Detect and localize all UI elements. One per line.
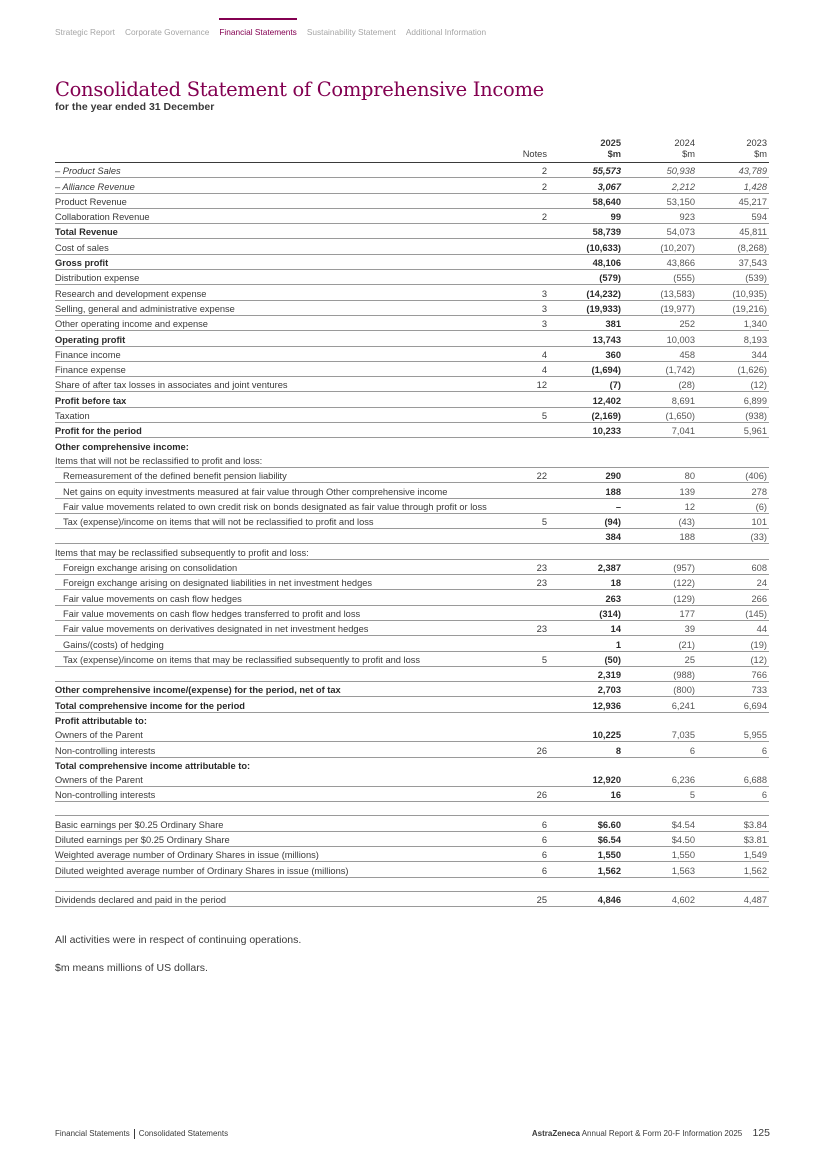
row-label: Owners of the Parent: [55, 772, 517, 787]
table-row: [55, 620, 769, 635]
row-label: Selling, general and administrative expense: [55, 300, 517, 315]
table-row: [55, 697, 769, 712]
section-heading-row: [55, 712, 769, 727]
value-2024: 923: [623, 208, 697, 223]
page-number: 125: [752, 1127, 770, 1139]
value-2023: 5,955: [697, 727, 769, 742]
column-header-2023: 2023 $m: [746, 138, 767, 159]
row-label: Total comprehensive income attributable to:: [55, 760, 251, 771]
value-2023: (19): [697, 636, 769, 651]
table-row: [55, 772, 769, 787]
table-row: [55, 346, 769, 361]
row-note: 26: [517, 742, 549, 757]
value-2024: 6,241: [623, 697, 697, 712]
footer-brand: AstraZeneca: [531, 1129, 580, 1138]
table-row: [55, 315, 769, 330]
table-row: [55, 285, 769, 300]
value-2025: 1,562: [549, 862, 623, 877]
value-2023: (33): [697, 529, 769, 544]
row-label: Fair value movements on derivatives designated in net investment hedges: [55, 620, 517, 635]
value-2023: 6,899: [697, 392, 769, 407]
row-note: 6: [517, 816, 549, 831]
value-2025: 13,743: [549, 331, 623, 346]
value-2024: [623, 877, 697, 891]
row-label: Finance income: [55, 346, 517, 361]
value-2024: (28): [623, 377, 697, 392]
table-row: [55, 483, 769, 498]
row-label: Profit before tax: [55, 392, 517, 407]
value-2023: 45,811: [697, 224, 769, 239]
value-2024: 8,691: [623, 392, 697, 407]
value-2023: 1,428: [697, 178, 769, 193]
row-label: Profit for the period: [55, 423, 517, 438]
table-row: [55, 529, 769, 544]
table-row: [55, 208, 769, 223]
value-2023: 6,688: [697, 772, 769, 787]
value-2023: (406): [697, 467, 769, 482]
row-note: 23: [517, 620, 549, 635]
value-2023: 344: [697, 346, 769, 361]
footer-report-info: [532, 1127, 770, 1139]
value-2023: 8,193: [697, 331, 769, 346]
table-row: [55, 239, 769, 254]
value-2025: (50): [549, 651, 623, 666]
value-2025: [549, 802, 623, 816]
value-2024: (43): [623, 513, 697, 528]
value-2023: 766: [697, 666, 769, 681]
table-row: [55, 513, 769, 528]
value-2023: 594: [697, 208, 769, 223]
value-2023: 1,340: [697, 315, 769, 330]
value-2025: 12,920: [549, 772, 623, 787]
value-2025: 2,387: [549, 559, 623, 574]
row-note: 26: [517, 787, 549, 802]
row-label: Gross profit: [55, 254, 517, 269]
row-note: [517, 877, 549, 891]
value-2025: 360: [549, 346, 623, 361]
value-2024: 12: [623, 498, 697, 513]
row-note: 4: [517, 346, 549, 361]
page-title: Consolidated Statement of Comprehensive Income: [55, 78, 544, 101]
footer-section[interactable]: Financial Statements: [55, 1129, 130, 1139]
row-note: [517, 239, 549, 254]
row-note: 3: [517, 300, 549, 315]
row-note: [517, 605, 549, 620]
value-2024: 6,236: [623, 772, 697, 787]
table-row: [55, 816, 769, 831]
value-2024: 5: [623, 787, 697, 802]
row-note: 5: [517, 651, 549, 666]
value-2024: 7,035: [623, 727, 697, 742]
nav-item-additional-information[interactable]: Additional Information: [405, 27, 487, 37]
value-2025: 12,936: [549, 697, 623, 712]
label-column-header: [55, 137, 517, 163]
value-2024: (800): [623, 682, 697, 697]
row-note: [517, 392, 549, 407]
table-row: [55, 178, 769, 193]
value-2024: 188: [623, 529, 697, 544]
row-label: Remeasurement of the defined benefit pension liability: [55, 467, 517, 482]
column-header-2025: 2025 $m: [600, 138, 621, 159]
row-note: [517, 772, 549, 787]
table-row: [55, 831, 769, 846]
row-label: – Alliance Revenue: [55, 178, 517, 193]
table-row: [55, 891, 769, 906]
row-label: Items that will not be reclassified to profit and loss:: [55, 455, 263, 466]
value-2024: 53,150: [623, 193, 697, 208]
table-row: [55, 224, 769, 239]
table-row: [55, 559, 769, 574]
value-2025: (579): [549, 270, 623, 285]
value-2025: 384: [549, 529, 623, 544]
row-label: Collaboration Revenue: [55, 208, 517, 223]
value-2024: 25: [623, 651, 697, 666]
table-row: [55, 636, 769, 651]
row-label: Non-controlling interests: [55, 787, 517, 802]
row-note: 6: [517, 862, 549, 877]
value-2025: 18: [549, 575, 623, 590]
row-label: – Product Sales: [55, 163, 517, 178]
row-label: Fair value movements related to own credit risk on bonds designated as fair value through profit or loss: [55, 498, 517, 513]
value-2024: (13,583): [623, 285, 697, 300]
table-row: [55, 575, 769, 590]
section-heading-row: [55, 453, 769, 468]
value-2025: 290: [549, 467, 623, 482]
value-2024: 2,212: [623, 178, 697, 193]
table-header-row: [55, 137, 769, 163]
value-2024: $4.50: [623, 831, 697, 846]
row-label: [55, 666, 517, 681]
table-row: [55, 727, 769, 742]
row-note: [517, 727, 549, 742]
continuing-operations-note: All activities were in respect of continuing operations.: [55, 934, 302, 946]
value-2023: (1,626): [697, 361, 769, 376]
value-2024: 10,003: [623, 331, 697, 346]
value-2024: 252: [623, 315, 697, 330]
value-2023: 4,487: [697, 891, 769, 906]
value-2024: 139: [623, 483, 697, 498]
row-label: Profit attributable to:: [55, 715, 147, 726]
value-2023: (12): [697, 651, 769, 666]
row-note: [517, 193, 549, 208]
table-row: [55, 331, 769, 346]
footer-breadcrumb: [55, 1129, 228, 1139]
row-note: [517, 590, 549, 605]
row-note: [517, 270, 549, 285]
row-note: [517, 498, 549, 513]
value-2023: [697, 802, 769, 816]
row-label: Fair value movements on cash flow hedges transferred to profit and loss: [55, 605, 517, 620]
row-note: [517, 802, 549, 816]
value-2023: 1,562: [697, 862, 769, 877]
value-2024: (1,742): [623, 361, 697, 376]
value-2024: (19,977): [623, 300, 697, 315]
value-2025: 55,573: [549, 163, 623, 178]
value-2023: 6: [697, 787, 769, 802]
value-2024: 1,550: [623, 847, 697, 862]
value-2024: (988): [623, 666, 697, 681]
row-note: 3: [517, 285, 549, 300]
table-row: [55, 193, 769, 208]
value-2023: 44: [697, 620, 769, 635]
section-heading-row: [55, 757, 769, 772]
row-label: Taxation: [55, 407, 517, 422]
row-label: Total comprehensive income for the period: [55, 697, 517, 712]
row-label: Gains/(costs) of hedging: [55, 636, 517, 651]
value-2023: 5,961: [697, 423, 769, 438]
value-2024: (555): [623, 270, 697, 285]
row-label: [55, 802, 517, 816]
spacer-row: [55, 877, 769, 891]
value-2024: 7,041: [623, 423, 697, 438]
table-row: [55, 847, 769, 862]
value-2023: 45,217: [697, 193, 769, 208]
value-2025: 10,225: [549, 727, 623, 742]
row-label: Other comprehensive income:: [55, 441, 189, 452]
nav-item-financial-statements[interactable]: Financial Statements: [219, 18, 296, 40]
value-2025: 99: [549, 208, 623, 223]
table-row: [55, 300, 769, 315]
value-2025: 1: [549, 636, 623, 651]
value-2023: (938): [697, 407, 769, 422]
table-row: [55, 682, 769, 697]
value-2025: 10,233: [549, 423, 623, 438]
value-2023: (145): [697, 605, 769, 620]
row-note: 23: [517, 559, 549, 574]
table-row: [55, 862, 769, 877]
row-label: Finance expense: [55, 361, 517, 376]
value-2025: 188: [549, 483, 623, 498]
row-label: Other operating income and expense: [55, 315, 517, 330]
footer-separator: [134, 1129, 135, 1139]
value-2024: $4.54: [623, 816, 697, 831]
value-2024: 54,073: [623, 224, 697, 239]
notes-column-header: Notes: [522, 149, 547, 159]
row-label: Foreign exchange arising on consolidation: [55, 559, 517, 574]
value-2024: 458: [623, 346, 697, 361]
top-navigation: [55, 18, 486, 40]
value-2023: (6): [697, 498, 769, 513]
table-row: [55, 666, 769, 681]
value-2023: $3.84: [697, 816, 769, 831]
table-row: [55, 423, 769, 438]
row-label: [55, 877, 517, 891]
value-2023: 37,543: [697, 254, 769, 269]
value-2024: 4,602: [623, 891, 697, 906]
value-2025: $6.54: [549, 831, 623, 846]
value-2023: 43,789: [697, 163, 769, 178]
value-2025: 4,846: [549, 891, 623, 906]
value-2024: 39: [623, 620, 697, 635]
value-2023: (539): [697, 270, 769, 285]
table-row: [55, 498, 769, 513]
value-2024: (1,650): [623, 407, 697, 422]
row-label: Weighted average number of Ordinary Shares in issue (millions): [55, 847, 517, 862]
row-label: Items that may be reclassified subsequently to profit and loss:: [55, 547, 309, 558]
row-label: Total Revenue: [55, 224, 517, 239]
row-note: 6: [517, 831, 549, 846]
row-label: Share of after tax losses in associates and joint ventures: [55, 377, 517, 392]
table-row: [55, 742, 769, 757]
row-label: Fair value movements on cash flow hedges: [55, 590, 517, 605]
value-2023: $3.81: [697, 831, 769, 846]
row-label: Distribution expense: [55, 270, 517, 285]
page-subtitle: for the year ended 31 December: [55, 101, 215, 113]
row-label: Net gains on equity investments measured at fair value through Other comprehensive income: [55, 483, 517, 498]
row-note: [517, 682, 549, 697]
row-note: [517, 483, 549, 498]
value-2024: (10,207): [623, 239, 697, 254]
value-2024: 1,563: [623, 862, 697, 877]
table-row: [55, 254, 769, 269]
table-row: [55, 392, 769, 407]
value-2025: (14,232): [549, 285, 623, 300]
value-2025: 381: [549, 315, 623, 330]
value-2024: 6: [623, 742, 697, 757]
value-2025: 1,550: [549, 847, 623, 862]
row-label: [55, 529, 517, 544]
value-2023: 101: [697, 513, 769, 528]
row-label: Basic earnings per $0.25 Ordinary Share: [55, 816, 517, 831]
value-2025: (2,169): [549, 407, 623, 422]
value-2025: (10,633): [549, 239, 623, 254]
row-note: 6: [517, 847, 549, 862]
value-2025: [549, 877, 623, 891]
value-2024: (122): [623, 575, 697, 590]
row-note: 25: [517, 891, 549, 906]
table-row: [55, 361, 769, 376]
value-2025: 2,319: [549, 666, 623, 681]
comprehensive-income-table: [55, 137, 769, 907]
value-2023: 1,549: [697, 847, 769, 862]
row-note: 22: [517, 467, 549, 482]
value-2025: 3,067: [549, 178, 623, 193]
row-label: Operating profit: [55, 331, 517, 346]
table-row: [55, 467, 769, 482]
row-note: [517, 666, 549, 681]
row-note: [517, 224, 549, 239]
footer-report-title: Annual Report & Form 20-F Information 2025: [581, 1129, 743, 1138]
nav-item-corporate-governance[interactable]: Corporate Governance: [124, 27, 210, 37]
row-label: Other comprehensive income/(expense) for the period, net of tax: [55, 682, 517, 697]
row-note: [517, 529, 549, 544]
value-2023: 6: [697, 742, 769, 757]
nav-item-strategic-report[interactable]: Strategic Report: [55, 27, 115, 37]
value-2024: (129): [623, 590, 697, 605]
value-2025: 48,106: [549, 254, 623, 269]
row-label: Non-controlling interests: [55, 742, 517, 757]
value-2023: (10,935): [697, 285, 769, 300]
row-label: Tax (expense)/income on items that may be reclassified subsequently to profit and loss: [55, 651, 517, 666]
spacer-row: [55, 802, 769, 816]
value-2025: (7): [549, 377, 623, 392]
row-note: 2: [517, 163, 549, 178]
value-2025: $6.60: [549, 816, 623, 831]
section-heading-row: [55, 544, 769, 559]
row-note: 5: [517, 513, 549, 528]
value-2025: 14: [549, 620, 623, 635]
row-label: Foreign exchange arising on designated liabilities in net investment hedges: [55, 575, 517, 590]
row-note: [517, 423, 549, 438]
value-2025: 263: [549, 590, 623, 605]
row-note: 5: [517, 407, 549, 422]
row-note: 3: [517, 315, 549, 330]
units-note: $m means millions of US dollars.: [55, 962, 208, 974]
table-row: [55, 163, 769, 178]
row-note: 2: [517, 178, 549, 193]
footer-subsection[interactable]: Consolidated Statements: [138, 1129, 229, 1139]
section-heading-row: [55, 438, 769, 453]
value-2023: (8,268): [697, 239, 769, 254]
table-row: [55, 590, 769, 605]
table-row: [55, 270, 769, 285]
row-note: [517, 697, 549, 712]
row-label: Product Revenue: [55, 193, 517, 208]
value-2023: 733: [697, 682, 769, 697]
value-2023: [697, 877, 769, 891]
nav-item-sustainability-statement[interactable]: Sustainability Statement: [306, 27, 396, 37]
value-2025: 2,703: [549, 682, 623, 697]
row-note: 2: [517, 208, 549, 223]
value-2024: 50,938: [623, 163, 697, 178]
column-header-2024: 2024 $m: [674, 138, 695, 159]
value-2025: –: [549, 498, 623, 513]
value-2024: 43,866: [623, 254, 697, 269]
value-2025: (94): [549, 513, 623, 528]
value-2023: 6,694: [697, 697, 769, 712]
row-label: Cost of sales: [55, 239, 517, 254]
row-note: 23: [517, 575, 549, 590]
table-row: [55, 605, 769, 620]
value-2025: (314): [549, 605, 623, 620]
table-row: [55, 651, 769, 666]
value-2024: 177: [623, 605, 697, 620]
value-2023: 24: [697, 575, 769, 590]
table-row: [55, 407, 769, 422]
value-2025: 8: [549, 742, 623, 757]
value-2023: (12): [697, 377, 769, 392]
row-label: Owners of the Parent: [55, 727, 517, 742]
row-note: 12: [517, 377, 549, 392]
table-row: [55, 377, 769, 392]
row-label: Dividends declared and paid in the period: [55, 891, 517, 906]
value-2024: (21): [623, 636, 697, 651]
value-2024: [623, 802, 697, 816]
row-label: Diluted weighted average number of Ordinary Shares in issue (millions): [55, 862, 517, 877]
value-2024: (957): [623, 559, 697, 574]
row-label: Research and development expense: [55, 285, 517, 300]
value-2025: 58,739: [549, 224, 623, 239]
value-2023: (19,216): [697, 300, 769, 315]
row-note: [517, 254, 549, 269]
value-2025: (1,694): [549, 361, 623, 376]
table-row: [55, 787, 769, 802]
row-label: Tax (expense)/income on items that will not be reclassified to profit and loss: [55, 513, 517, 528]
value-2023: 266: [697, 590, 769, 605]
value-2023: 608: [697, 559, 769, 574]
value-2025: 12,402: [549, 392, 623, 407]
row-note: [517, 331, 549, 346]
row-note: [517, 636, 549, 651]
value-2025: 58,640: [549, 193, 623, 208]
value-2025: (19,933): [549, 300, 623, 315]
row-label: Diluted earnings per $0.25 Ordinary Share: [55, 831, 517, 846]
row-note: 4: [517, 361, 549, 376]
value-2024: 80: [623, 467, 697, 482]
value-2025: 16: [549, 787, 623, 802]
value-2023: 278: [697, 483, 769, 498]
